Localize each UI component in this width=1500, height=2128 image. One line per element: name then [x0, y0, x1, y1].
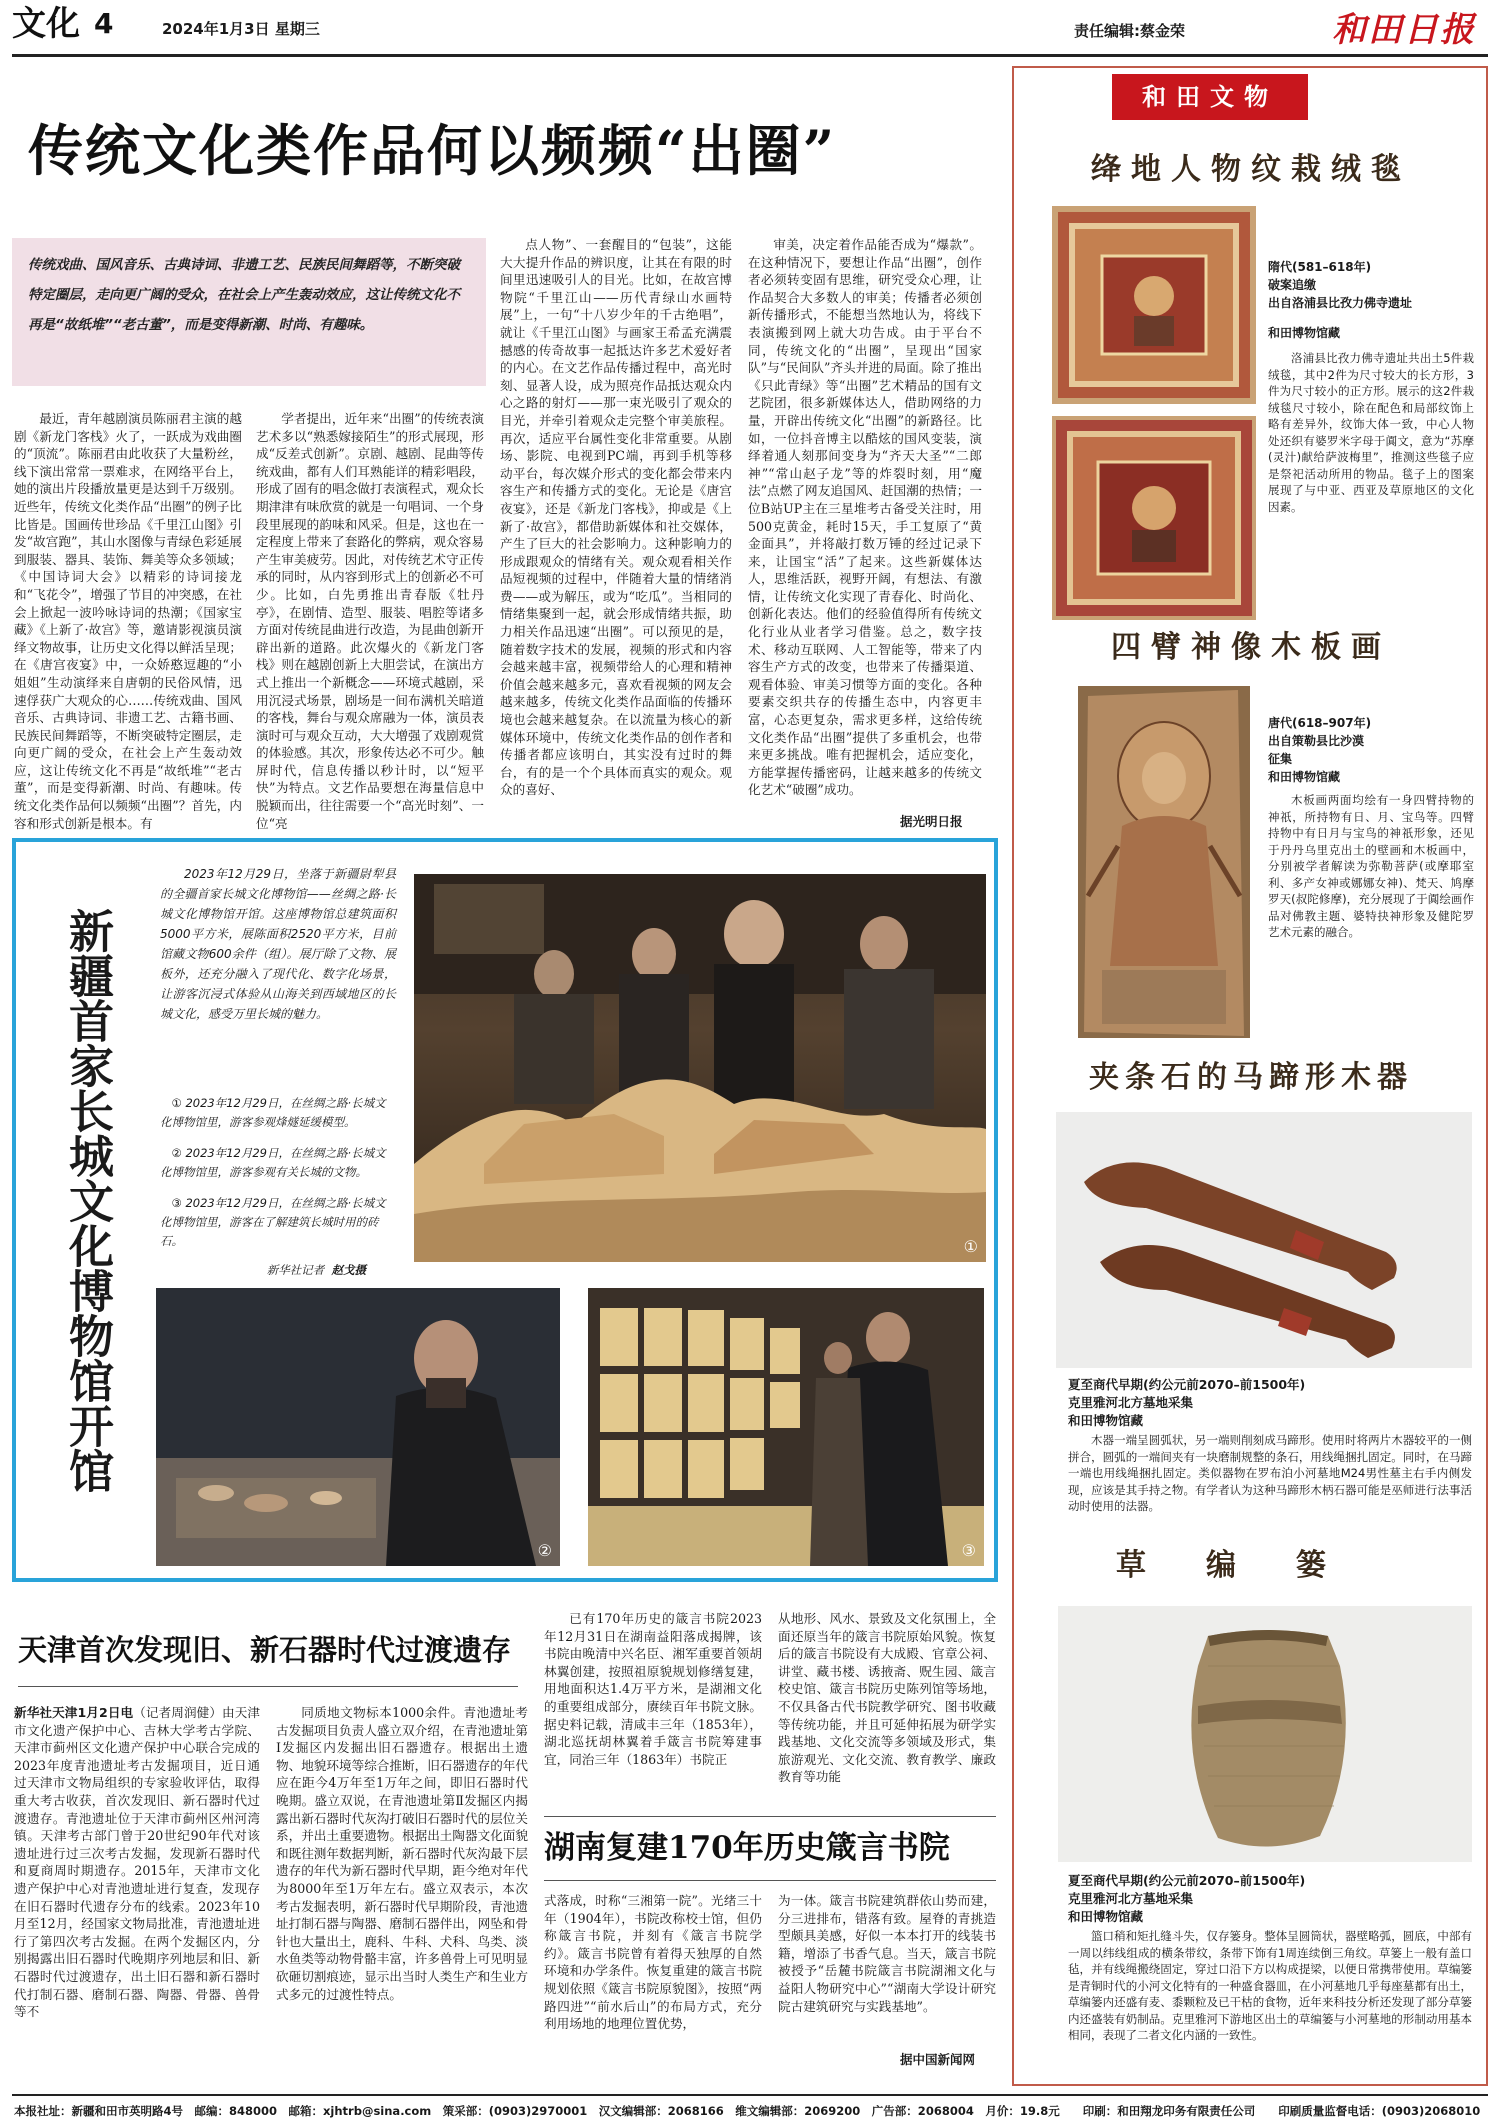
item-2-meta-1: 出自策勒县比沙漠: [1268, 734, 1365, 748]
caption-3: ③ 2023年12月29日，在丝绸之路·长城文化博物馆里，游客在了解建筑长城时用的砖石。: [160, 1196, 386, 1248]
masthead-rule: [12, 54, 1488, 57]
item-2-meta-2: 征集: [1268, 752, 1293, 766]
tianjin-col-2: 同质地文物标本1000余件。青池遗址考古发掘项目负责人盛立双介绍，在青池遗址第Ⅰ发掘区内发掘出旧石器遗存。根据出土遗物、地貌环境等综合推断，旧石器遗存的年代应在距今4万年至1万年之间，即旧石器时代晚期。盛立双说，在青池遗址第Ⅱ发掘区内揭露出新石器时代灰沟打破旧石器时代的层位关系，并出土重要遗物。根据出土陶器文化面貌和既往测年数据判断，新石器时代灰沟最下层遗存的年代为新石器时代早期，距今绝对年代为8000年至1万年左右。盛立双表示，本次考古发掘表明，新石器时代早期阶段，青池遗址打制石器与陶器、磨制石器伴出，网坠和骨针也大量出土，鹿科、牛科、犬科、鸟类、淡水鱼类等动物骨骼丰富，许多兽骨上可见明显砍砸切割痕迹，显示出当时人类生产和生业方式多元的过渡性特点。: [276, 1705, 528, 2002]
photo-1-mark: ①: [963, 1237, 978, 1256]
wooden-tool-image: [1056, 1112, 1472, 1368]
caption-2: ② 2023年12月29日，在丝绸之路·长城文化博物馆里，游客参观有关长城的文物。: [160, 1146, 386, 1179]
item-4-photo: [1058, 1606, 1472, 1862]
photo-2-artifacts: [156, 1288, 560, 1566]
tianjin-col-1: [14, 1704, 260, 2074]
main-col-1: 最近，青年越剧演员陈丽君主演的越剧《新龙门客栈》火了，一跃成为戏曲圈的“顶流”。陈丽君由此收获了大量粉丝，线下演出常常一票难求，在网络平台上，她的演出片段播放量更是达到千万级别。近些年，传统文化类作品“出圈”的例子比比皆是。国画传世珍品《千里江山图》引发“故宫跑”，其山水图像与青绿色彩延展到服装、器具、装饰、舞美等众多领域；《中国诗词大会》以精彩的诗词接龙和“飞花令”，增强了节目的冲突感，在社会上掀起一波吟咏诗词的热潮；《国家宝藏》《上新了·故宫》等，邀请影视演员演绎文物故事，让历史文化得以鲜活呈现；在《唐宫夜宴》中，一众娇憨逗趣的“小姐姐”生动演绎来自唐朝的民俗风情，迅速俘获广大观众的心……传统戏曲、国风音乐、古典诗词、非遗工艺、古籍书画、民族民间舞蹈等，不断突破特定圈层，走向更广阔的受众，在社会上产生轰动效应，这让传统文化不再是“故纸堆”“老古董”，而是变得新潮、时尚、有趣味。传统文化类作品何以频频“出圈”？首先，内容和形式创新是根本。有: [14, 411, 242, 830]
section-name: 文化: [12, 4, 80, 44]
item-2-title: 四臂神像木板画: [1111, 630, 1391, 665]
caption-1: ① 2023年12月29日，在丝绸之路·长城文化博物馆里，游客参观烽燧延缓模型。: [160, 1096, 386, 1129]
main-col-2: 学者提出，近年来“出圈”的传统表演艺术多以“熟悉嫁接陌生”的形式展现，形成“反差式创新”。京剧、越剧、昆曲等传统戏曲，都有人们耳熟能详的精彩唱段，形成了固有的唱念做打表演程式，观众长期津津有味欣赏的就是一句唱词、一个身段里展现的韵味和风采。但是，这也在一定程度上带来了套路化的弊病，观众容易产生审美疲劳。因此，对传统艺术守正传承的同时，从内容到形式上的创新必不可少。比如，白先勇推出青春版《牡丹亭》，在剧情、造型、服装、唱腔等诸多方面对传统昆曲进行改造，为昆曲创新开辟出新的道路。此次爆火的《新龙门客栈》则在越剧创新上大胆尝试，在演出方式上推出一个新概念——环境式越剧，采用沉浸式场景，剧场是一间布满机关暗道的客栈，舞台与观众席融为一体，演员表演时可与观众互动，大大增强了戏剧观赏的体验感。其次，形象传达必不可少。触屏时代，信息传播以秒计时，以“短平快”为特点。文艺作品要想在海量信息中脱颖而出，往往需要一个“高光时刻”、一位“亮: [256, 411, 484, 830]
grass-basket-image: [1058, 1606, 1472, 1862]
lead-text: 传统戏曲、国风音乐、古典诗词、非遗工艺、民族民间舞蹈等，不断突破特定圈层，走向更广阔的受众，在社会上产生轰动效应，这让传统文化不再是“故纸堆”“老古董”，而是变得新潮、时尚、有趣味。: [28, 257, 460, 333]
footer-info: 本报社址：新疆和田市英明路4号 邮编：848000 邮箱：xjhtrb@sina.com 策采部：(0903)2970001 汉文编辑部：2068166 维文编辑部：2069200 广告部：2068004 月价：19.8元 印刷：和田翔龙印务有限责任公司 印刷质量监督电话：(0903)2068010: [14, 2104, 1481, 2118]
item-2-meta-3: 和田博物馆藏: [1268, 770, 1341, 784]
photo-captions: [160, 1094, 396, 1280]
photo-credit: [160, 1261, 396, 1280]
item-1-meta-0: 隋代(581–618年): [1268, 260, 1372, 274]
sidebar-column-title: [1112, 74, 1308, 120]
main-headline: 传统文化类作品何以频频“出圈”: [28, 118, 837, 183]
page-editor: 责任编辑:蔡金荣: [1074, 22, 1185, 40]
photo-story-title-text: 新疆首家长城文化博物馆开馆: [61, 908, 114, 1493]
item-3-meta: [1068, 1376, 1472, 1430]
photo-3-scene: [588, 1288, 984, 1566]
main-col-3: 点人物”、一套醒目的“包装”，这能大大提升作品的辨识度，让其在有限的时间里迅速吸引人的目光。比如，在故宫博物院“千里江山——历代青绿山水画特展”上，一句“十八岁少年的千古绝唱”，就让《千里江山图》与画家王希孟充满震撼感的传奇故事一起抵达许多艺术爱好者的内心。在文艺作品传播过程中，高光时刻、显著人设，成为照亮作品抵达观众内心之路的射灯——那一束光吸引了观众的目光，并牵引着观众走完整个审美旅程。再次，适应平台属性变化非常重要。从剧场、影院、电视到PC端，再到手机等移动平台，每次媒介形式的变化都会带来内容生产和传播方式的变化。无论是《唐宫夜宴》，还是《新龙门客栈》，抑或是《上新了·故宫》，都借助新媒体和社交媒体，产生了巨大的社会影响力。这种影响力的形成跟观众的情绪有关。观众观看相关作品短视频的过程中，伴随着大量的情绪消费——或为解压，或为“吃瓜”。当相同的情绪集聚到一起，就会形成情绪共振，助力相关作品迅速“出圈”。可以预见的是，随着数字技术的发展，视频的形式和内容会越来越丰富，视频带给人的心理和精神价值会越来越多元，喜欢看视频的网友会越来越多，传统文化类作品面临的传播环境也会越来越复杂。在以流量为核心的新媒体环境中，传统文化类作品的创作者和传播者都应该明白，其实没有过时的舞台，有的是一个个具体而真实的观众。观众的喜好、: [500, 237, 732, 798]
item-1-desc: 洛浦县比孜力佛寺遗址共出土5件栽绒毯，其中2件为尺寸较大的长方形，3件为尺寸较小的正方形。展示的这2件栽绒毯尺寸较小，除在配色和局部纹饰上略有差异外，纹饰大体一致，中心人物处还织有婆罗米字母于阗文，意为“苏摩(灵汁)献给萨波梅里”，推测这些毯子应是祭祀活动所用的物品。毯子上的图案展现了与中亚、西亚及草原地区的文化因素。: [1268, 351, 1474, 514]
carpet-2-image: [1052, 416, 1256, 620]
hunan-top-2: 从地形、风水、景致及文化氛围上，全面还原当年的箴言书院原始风貌。恢复后的箴言书院设有大成殿、官章公祠、讲堂、藏书楼、诱掖斋、贶生园、箴言校史馆、箴言书院历史陈列馆等场地，不仅具备古代书院教学研究、图书收藏等传统功能，并且可延伸拓展为研学实践基地、文化交流等多领域及形式，集旅游观光、文化交流、教育教学、廉政教育等功能: [778, 1611, 996, 1785]
photo-3-mark: ③: [961, 1541, 976, 1560]
lead-box: [12, 238, 486, 386]
item-4-meta-2: 和田博物馆藏: [1068, 1909, 1144, 1924]
item-4-desc: 篮口稍和矩扎缝斗失，仅存篓身。整体呈圆筒状，器壁略弧，圆底，中部有一周以纬线组成的横条带纹，条带下饰有1周连续倒三角纹。草篓上一般有盖口毡，并有线绳搬绕固定，穿过口沿下方以构成提梁，以便日常携带使用。草编篓是青铜时代的小河文化特有的一种盛食器皿，在小河墓地几乎每座墓都有出土，草编篓内还盛有麦、黍颗粒及已干枯的食物，近年来科技分析还发现了部分草篓内还盛装有奶制品。克里雅河下游地区出土的草编篓与小河墓地的形制动用基本相同，表现了二者文化内涵的一致性。: [1068, 1929, 1472, 2042]
issue-date: 2024年1月3日 星期三: [162, 20, 320, 38]
hunan-top-1: 已有170年历史的箴言书院2023年12月31日在湖南益阳落成揭牌，该书院由晚清中兴名臣、湘军重要首领胡林翼创建，按照祖原貌规划修缮复建，用地面积达1.4万平方米，是湖湘文化的重要组成部分，赓续百年书院文脉。据史料记载，清咸丰三年（1853年），湖北巡抚胡林翼着手箴言书院筹建事宜，同治三年（1863年）书院正: [544, 1611, 762, 1767]
sidebar-column-title-text: 和田文物: [1142, 82, 1278, 111]
page-number: 4: [94, 7, 114, 40]
photo-2-scene: [156, 1288, 560, 1566]
item-1-meta: [1268, 258, 1478, 342]
photo-story-title: [60, 908, 116, 1568]
photo-1-museum-model: [414, 874, 986, 1262]
hunan-bottom-1: 式落成，时称“三湘第一院”。光绪三十年（1904年），书院改称校士馆，但仍称箴言书院，并刻有《箴言书院学约》。箴言书院曾有着得天独厚的自然环境和办学条件。恢复重建的箴言书院规划依照《箴言书院原貌图》，按照“两路四进”“前水后山”的布局方式，充分利用场地的地理位置优势，: [544, 1893, 762, 2032]
item-3-meta-1: 克里雅河北方墓地采集: [1068, 1395, 1194, 1410]
credit-label: 新华社记者: [266, 1263, 325, 1277]
tianjin-rule: [18, 1686, 518, 1687]
item-1-meta-1: 破案追缴: [1268, 278, 1317, 292]
footer-rule: [12, 2094, 1488, 2096]
photo-2-mark: ②: [537, 1541, 552, 1560]
photo-1-scene: [414, 874, 986, 1262]
item-1-meta-3: 和田博物馆藏: [1268, 326, 1341, 340]
item-2-meta-0: 唐代(618–907年): [1268, 716, 1372, 730]
item-2-desc: 木板画两面均绘有一身四臂持物的神祇，所持物有日、月、宝鸟等。四臂持物中有日月与宝鸟的神祇形象，还见于丹丹乌里克出土的壁画和木板画中，分别被学者解读为弥勒菩萨(或摩耶室利、多产女神或娜娜女神)、梵天、鸠摩罗天(叔陀修摩)，充分展现了于阗绘画作品对佛教主题、婆特抉神形象及健陀罗艺术元素的融合。: [1268, 793, 1474, 939]
item-1-photo-bottom: [1052, 416, 1256, 620]
item-3-photo: [1056, 1112, 1472, 1368]
tianjin-headline: 天津首次发现旧、新石器时代过渡遗存: [18, 1633, 512, 1667]
item-1-meta-2: 出自洛浦县比孜力佛寺遗址: [1268, 296, 1413, 310]
item-4-title: 草编篓: [1116, 1548, 1386, 1583]
masthead: [12, 0, 1488, 52]
item-3-meta-0: 夏至商代早期(约公元前2070–前1500年): [1068, 1377, 1306, 1392]
item-1-title: 绛地人物纹栽绒毯: [1091, 152, 1411, 187]
item-4-meta-0: 夏至商代早期(约公元前2070–前1500年): [1068, 1873, 1306, 1888]
main-col-4: 审美，决定着作品能否成为“爆款”。在这种情况下，要想让作品“出圈”，创作者必须转变固有思维，研究受众心理，让作品契合大多数人的审美；传播者必须创新传播形式，不能想当然地认为，将线下表演搬到网上就大功告成。由于平台不同，传统文化的“出圈”，呈现出“国家队”与“民间队”齐头并进的局面。除了推出《只此青绿》等“出圈”艺术精品的国有文艺院团，很多新媒体达人，借助网络的力量，开辟出传统文化“出圈”的新路径。比如，一位抖音博主以酷炫的国风变装，演绎着通人刻那间变身为“齐天大圣”“二郎神”“常山赵子龙”等的炸裂时刻，用“魔法”点燃了网友追国风、赶国潮的热情；一位B站UP主在三星堆考古备受关注时，用500克黄金，耗时15天，手工复原了“黄金面具”，并将敲打数万锤的经过记录下来，让国宝“活”了起来。这些新媒体达人，思维活跃，视野开阔，有想法、有激情，让传统文化实现了青春化、时尚化、创新化表达。他们的经验值得所有传统文化行业从业者学习借鉴。总之，数字技术、移动互联网、人工智能等，带来了内容生产方式的改变，也带来了传播渠道、观看体验、审美习惯等方面的变化。各种要素交织共存的传播生态中，内容更丰富，心态更复杂，需求更多样，这给传统文化类作品“出圈”提供了多重机会，也带来更多挑战。唯有把握机会，适应变化，方能掌握传播密码，让越来越多的传统文化艺术“破圈”成功。: [748, 237, 982, 798]
photo-story-intro: 2023年12月29日，坐落于新疆尉犁县的全疆首家长城文化博物馆——丝绸之路·长城文化博物馆开馆。这座博物馆总建筑面积5000平方米，展陈面积2520平方米，目前馆藏文物600余件（组）。展厅除了文物、展板外，还充分融入了现代化、数字化场景，让游客沉浸式体验从山海关到西域地区的长城文化，感受万里长城的魅力。: [160, 867, 396, 1021]
paper-logo: 和田日报: [1332, 10, 1476, 50]
credit-name: 赵戈摄: [331, 1263, 366, 1277]
tianjin-dateline: 新华社天津1月2日电: [14, 1705, 134, 1720]
item-3-meta-2: 和田博物馆藏: [1068, 1413, 1144, 1428]
hunan-rule-bottom: [544, 1880, 996, 1881]
photo-3-bricks: [588, 1288, 984, 1566]
item-3-title: 夹条石的马蹄形木器: [1089, 1060, 1413, 1095]
item-2-photo: [1078, 686, 1250, 1038]
item-3-desc: 木器一端呈圆弧状，另一端则削刻成马蹄形。使用时将两片木器较平的一侧拼合，圆弧的一端间夹有一块磨制规整的条石，用线绳捆扎固定。同时，在马蹄一端也用线绳捆扎固定。类似器物在罗布泊小河墓地M24男性墓主右手内侧发现，应该是其手持之物。有学者认为这种马蹄形木柄石器可能是巫师进行法事活动时使用的法器。: [1068, 1433, 1472, 1513]
item-1-photo-top: [1052, 206, 1256, 404]
item-4-meta: [1068, 1872, 1472, 1926]
tianjin-col-1-text: （记者周润健）由天津市文化遗产保护中心、吉林大学考古学院、天津市蓟州区文化遗产保护中心联合完成的2023年度青池遗址考古发掘项目，近日通过天津市文物局组织的专家验收评估，取得重大考古收获，首次发现旧、新石器时代过渡遗存。青池遗址位于天津市蓟州区州河湾镇。天津考古部门曾于20世纪90年代对该遗址进行过三次考古发掘，发现新石器时代和夏商周时期遗存。2015年，天津市文化遗产保护中心对青池遗址进行复查，发现存在旧石器时代遗存分布的线索。2023年10月至12月，经国家文物局批准，青池遗址进行了第四次考古发掘。在两个发掘区内，分别揭露出旧石器时代晚期序列地层和旧、新石器时代过渡遗存，出土旧石器和新石器时代打制石器、磨制石器、陶器、骨器、兽骨等不: [14, 1705, 260, 2020]
hunan-bottom-2: 为一体。箴言书院建筑群依山势而建，分三进排布，错落有致。屋脊的青挑造型颇具美感，好似一本本打开的线装书籍，增添了书香气息。当天，箴言书院被授予“岳麓书院箴言书院湖湘文化与益阳人物研究中心”“湖南大学设计研究院古建筑研究与实践基地”。: [778, 1893, 996, 2014]
hunan-source: 据中国新闻网: [900, 2052, 976, 2067]
item-2-meta: [1268, 714, 1478, 786]
hunan-headline: 湖南复建170年历史箴言书院: [544, 1830, 950, 1866]
carpet-1-image: [1052, 206, 1256, 404]
wood-painting-image: [1078, 686, 1250, 1038]
hunan-rule-top: [544, 1816, 996, 1817]
main-source: 据光明日报: [900, 814, 963, 829]
item-4-meta-1: 克里雅河北方墓地采集: [1068, 1891, 1194, 1906]
